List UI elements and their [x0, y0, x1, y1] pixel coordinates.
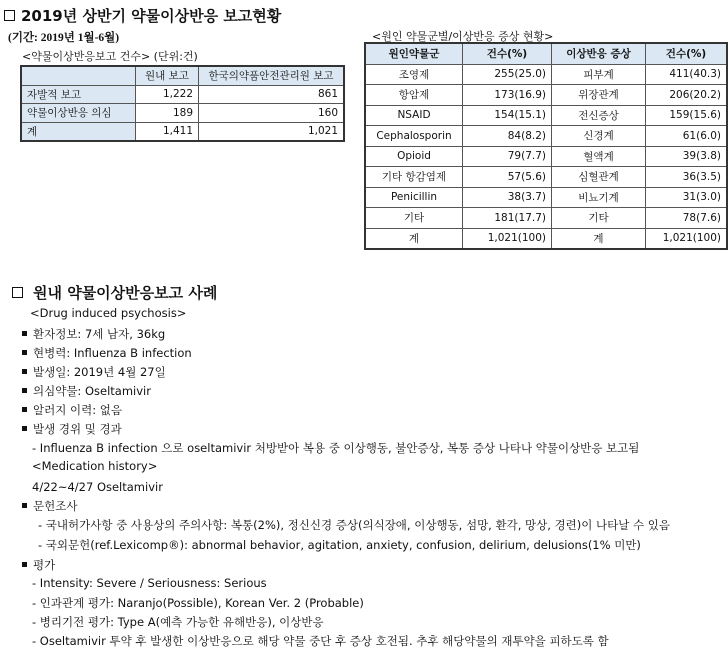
table-row — [365, 146, 727, 167]
table-header-row — [21, 66, 344, 85]
report-count-table — [20, 65, 345, 142]
column-header: 원인약물군 — [365, 43, 463, 64]
table-cell: 61(6.0) — [646, 126, 728, 147]
table-cell: 79(7.7) — [463, 146, 552, 167]
table-cell: 1,021 — [199, 122, 345, 141]
patient-info — [0, 326, 165, 342]
table-cell: Cephalosporin — [365, 126, 463, 147]
column-header: 건수(%) — [463, 43, 552, 64]
course-title-text: 발생 경위 및 경과 — [33, 422, 122, 436]
report-title — [4, 5, 281, 26]
table-row — [365, 64, 727, 85]
table-cell: Penicillin — [365, 187, 463, 208]
bullet-icon — [22, 369, 27, 374]
evaluation-title — [0, 557, 55, 573]
table-cell: Opioid — [365, 146, 463, 167]
literature-title — [0, 498, 77, 514]
table-cell: 84(8.2) — [463, 126, 552, 147]
evaluation-mechanism: - 병리기전 평가: Type A(예측 가능한 유해반응), 이상반응 — [32, 615, 324, 629]
table-cell: 31(3.0) — [646, 187, 728, 208]
report-title-text: 2019년 상반기 약물이상반응 보고현황 — [21, 7, 282, 25]
table-header-row — [365, 43, 727, 64]
bullet-icon — [22, 426, 27, 431]
table-cell: 항암제 — [365, 85, 463, 106]
table-row — [365, 105, 727, 126]
row-label: 약물이상반응 의심 — [21, 104, 136, 123]
table-cell: 조영제 — [365, 64, 463, 85]
column-header: 한국의약품안전관리원 보고 — [199, 66, 345, 85]
table-cell: 861 — [199, 85, 345, 104]
table-cell: 1,411 — [136, 122, 199, 141]
table-cell: 181(17.7) — [463, 208, 552, 229]
literature-domestic: - 국내허가사항 중 사용상의 주의사항: 복통(2%), 정신신경 증상(의식장애, 이상행동, 섬망, 환각, 망상, 경련)이 나타날 수 있음 — [38, 518, 670, 532]
table-cell: 189 — [136, 104, 199, 123]
row-label: 자발적 보고 — [21, 85, 136, 104]
course-text: - Influenza B infection 으로 oseltamivir 처방받아 복용 중 이상행동, 불안증상, 복통 증상 나타나 약물이상반응 보고됨 — [32, 441, 640, 455]
table-cell: 비뇨기계 — [552, 187, 646, 208]
table-cell: 계 — [552, 228, 646, 249]
table-row — [21, 85, 344, 104]
drug-class-symptom-table — [364, 42, 728, 250]
evaluation-intensity: - Intensity: Severe / Seriousness: Serious — [32, 576, 267, 590]
table-cell: 기타 — [365, 208, 463, 229]
table-cell: NSAID — [365, 105, 463, 126]
medication-history-title: <Medication history> — [32, 459, 158, 473]
bullet-icon — [22, 562, 27, 567]
table-cell: 154(15.1) — [463, 105, 552, 126]
table-cell: 혈액계 — [552, 146, 646, 167]
column-header: 원내 보고 — [136, 66, 199, 85]
column-header: 건수(%) — [646, 43, 728, 64]
diagnosis-info-text: 현병력: Influenza B infection — [33, 346, 192, 360]
table-cell: 173(16.9) — [463, 85, 552, 106]
table-corner-cell — [21, 66, 136, 85]
column-header: 이상반응 증상 — [552, 43, 646, 64]
table-cell: 1,021(100) — [646, 228, 728, 249]
onset-info-text: 발생일: 2019년 4월 27일 — [33, 365, 166, 379]
table-cell: 411(40.3) — [646, 64, 728, 85]
literature-foreign: - 국외문헌(ref.Lexicomp®): abnormal behavior, agitation, anxiety, confusion, delirium, delusions(1% 미만) — [38, 538, 641, 552]
diagnosis-info — [0, 345, 192, 361]
allergy-info — [0, 402, 122, 418]
evaluation-title-text: 평가 — [33, 558, 56, 572]
table-cell: 기타 항감염제 — [365, 167, 463, 188]
table-cell: 39(3.8) — [646, 146, 728, 167]
literature-title-text: 문헌조사 — [33, 499, 78, 513]
table-cell: 255(25.0) — [463, 64, 552, 85]
table-cell: 206(20.2) — [646, 85, 728, 106]
table-cell: 기타 — [552, 208, 646, 229]
case-title-text: 원내 약물이상반응보고 사례 — [33, 284, 218, 302]
evaluation-conclusion: - Oseltamivir 투약 후 발생한 이상반응으로 해당 약물 중단 후 증상 호전됨. 추후 해당약물의 재투약을 피하도록 함 — [32, 634, 609, 648]
table-cell: 1,222 — [136, 85, 199, 104]
row-label: 계 — [21, 122, 136, 141]
bullet-icon — [22, 407, 27, 412]
table-row — [365, 228, 727, 249]
table-cell: 위장관계 — [552, 85, 646, 106]
onset-info — [0, 364, 166, 380]
case-subtitle: <Drug induced psychosis> — [30, 306, 187, 320]
checkbox-square-icon — [4, 10, 15, 21]
table-row — [21, 104, 344, 123]
table-cell: 57(5.6) — [463, 167, 552, 188]
table1-caption: <약물이상반응보고 건수> (단위:건) — [22, 50, 198, 63]
table-cell: 36(3.5) — [646, 167, 728, 188]
bullet-icon — [22, 388, 27, 393]
table-row — [365, 187, 727, 208]
evaluation-causality: - 인과관계 평가: Naranjo(Possible), Korean Ver. 2 (Probable) — [32, 596, 364, 610]
table-cell: 전신증상 — [552, 105, 646, 126]
medication-history-text: 4/22~4/27 Oseltamivir — [32, 480, 163, 494]
bullet-icon — [22, 350, 27, 355]
table-cell: 심혈관계 — [552, 167, 646, 188]
table-cell: 38(3.7) — [463, 187, 552, 208]
table2-caption: <원인 약물군별/이상반응 증상 현황> — [372, 30, 554, 43]
table-row — [21, 122, 344, 141]
report-period: (기간: 2019년 1월-6월) — [8, 32, 120, 44]
table-row — [365, 85, 727, 106]
bullet-icon — [22, 331, 27, 336]
suspect-drug-text: 의심약물: Oseltamivir — [33, 384, 151, 398]
table-cell: 계 — [365, 228, 463, 249]
table-cell: 159(15.6) — [646, 105, 728, 126]
suspect-drug-info — [0, 383, 151, 399]
bullet-icon — [22, 503, 27, 508]
table-cell: 78(7.6) — [646, 208, 728, 229]
table-row — [365, 208, 727, 229]
case-section-title — [12, 282, 217, 303]
course-title — [0, 421, 122, 437]
allergy-info-text: 알러지 이력: 없음 — [33, 403, 122, 417]
table-row — [365, 167, 727, 188]
table-cell: 피부계 — [552, 64, 646, 85]
checkbox-square-icon — [12, 287, 23, 298]
table-cell: 160 — [199, 104, 345, 123]
table-row — [365, 126, 727, 147]
table-cell: 1,021(100) — [463, 228, 552, 249]
table-cell: 신경계 — [552, 126, 646, 147]
patient-info-text: 환자정보: 7세 남자, 36kg — [33, 327, 166, 341]
